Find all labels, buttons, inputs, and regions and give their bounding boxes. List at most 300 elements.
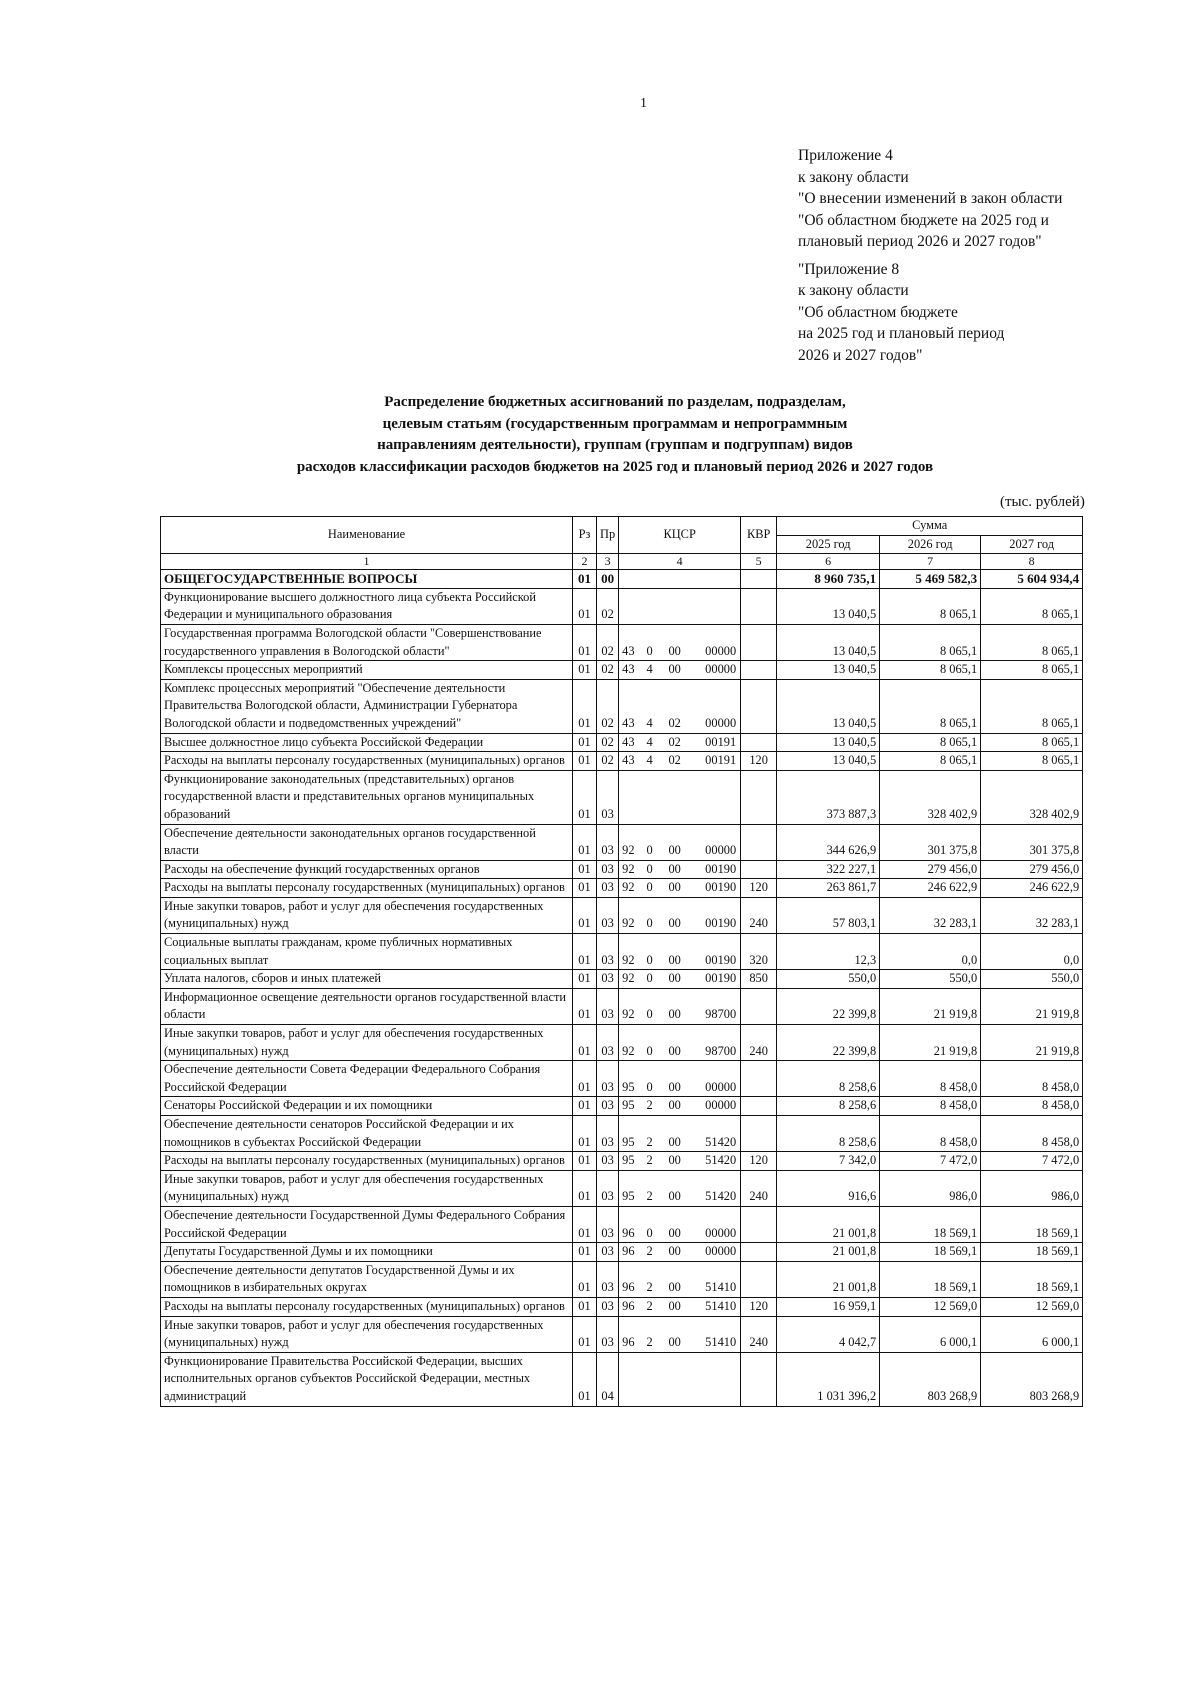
row-kcsr-program: 92	[619, 934, 643, 970]
row-kcsr-program: 96	[619, 1297, 643, 1316]
row-kcsr-direction: 51410	[693, 1316, 741, 1352]
row-kcsr-element	[657, 588, 693, 624]
row-kcsr-type: 2	[643, 1316, 657, 1352]
row-rz: 01	[573, 1025, 597, 1061]
row-rz: 01	[573, 897, 597, 933]
row-kcsr-program: 92	[619, 1025, 643, 1061]
row-amount-2026: 18 569,1	[880, 1243, 981, 1262]
row-kvr: 320	[741, 934, 777, 970]
row-pr: 03	[597, 988, 619, 1024]
row-amount-2025: 21 001,8	[777, 1206, 880, 1242]
row-kcsr-element: 00	[657, 970, 693, 989]
row-kcsr-type: 0	[643, 1061, 657, 1097]
row-pr: 03	[597, 934, 619, 970]
title-line: расходов классификации расходов бюджетов на 2025 год и плановый период 2026 и 2027 годов	[296, 458, 934, 475]
table-row	[161, 1061, 1083, 1097]
row-kcsr-type: 2	[643, 1170, 657, 1206]
row-kcsr-program: 96	[619, 1206, 643, 1242]
row-amount-2025: 7 342,0	[777, 1152, 880, 1171]
row-amount-2027: 21 919,8	[981, 988, 1083, 1024]
row-amount-2027: 803 268,9	[981, 1352, 1083, 1406]
row-pr: 03	[597, 824, 619, 860]
row-pr: 03	[597, 770, 619, 824]
row-kcsr-type: 2	[643, 1152, 657, 1171]
row-kcsr-element: 00	[657, 1061, 693, 1097]
appendix-header	[798, 145, 1062, 366]
table-row	[161, 934, 1083, 970]
title-line: Распределение бюджетных ассигнований по разделам, подразделам,	[384, 394, 846, 410]
header-2027: 2027 год	[981, 535, 1083, 554]
row-kcsr-type: 2	[643, 1116, 657, 1152]
row-kcsr-type: 2	[643, 1097, 657, 1116]
row-kcsr-element: 00	[657, 1297, 693, 1316]
row-amount-2026: 279 456,0	[880, 860, 981, 879]
row-name: Расходы на выплаты персоналу государственных (муниципальных) органов	[161, 1297, 573, 1316]
row-amount-2027: 8 065,1	[981, 752, 1083, 771]
title-line: целевым статьям (государственным программам и непрограммным	[382, 415, 848, 432]
row-amount-2026: 8 065,1	[880, 752, 981, 771]
table-row	[161, 1261, 1083, 1297]
row-kcsr-direction: 51420	[693, 1152, 741, 1171]
row-kcsr-element	[657, 1352, 693, 1406]
row-amount-2026: 32 283,1	[880, 897, 981, 933]
row-rz: 01	[573, 1316, 597, 1352]
appendix-line: "Об областном бюджете на 2025 год и	[798, 211, 1049, 229]
row-pr: 03	[597, 1116, 619, 1152]
table-row	[161, 679, 1083, 733]
row-kcsr-direction: 00190	[693, 860, 741, 879]
appendix-line: "Об областном бюджете	[798, 303, 958, 321]
row-amount-2026: 803 268,9	[880, 1352, 981, 1406]
column-number: 2	[573, 554, 597, 570]
row-amount-2026: 18 569,1	[880, 1206, 981, 1242]
row-rz: 01	[573, 824, 597, 860]
row-kcsr-direction	[693, 570, 741, 589]
row-kcsr-direction: 00190	[693, 934, 741, 970]
row-kcsr-type: 4	[643, 733, 657, 752]
row-amount-2027: 21 919,8	[981, 1025, 1083, 1061]
row-kvr	[741, 1061, 777, 1097]
row-name: Социальные выплаты гражданам, кроме публичных нормативных социальных выплат	[161, 934, 573, 970]
row-kcsr-program: 92	[619, 879, 643, 898]
row-name: ОБЩЕГОСУДАРСТВЕННЫЕ ВОПРОСЫ	[161, 570, 573, 589]
row-pr: 03	[597, 897, 619, 933]
row-amount-2026: 8 065,1	[880, 661, 981, 680]
row-kcsr-program: 92	[619, 897, 643, 933]
row-name: Государственная программа Вологодской области "Совершенствование государственного управления в Вологодской области"	[161, 624, 573, 660]
row-kvr	[741, 661, 777, 680]
row-amount-2025: 13 040,5	[777, 733, 880, 752]
row-rz: 01	[573, 970, 597, 989]
row-rz: 01	[573, 624, 597, 660]
row-kcsr-program	[619, 770, 643, 824]
row-amount-2026: 986,0	[880, 1170, 981, 1206]
row-rz: 01	[573, 1352, 597, 1406]
row-kcsr-direction: 00000	[693, 1206, 741, 1242]
row-amount-2025: 21 001,8	[777, 1261, 880, 1297]
row-amount-2025: 373 887,3	[777, 770, 880, 824]
table-row	[161, 770, 1083, 824]
row-amount-2027: 8 065,1	[981, 679, 1083, 733]
table-row	[161, 752, 1083, 771]
row-kvr	[741, 679, 777, 733]
row-name: Иные закупки товаров, работ и услуг для обеспечения государственных (муниципальных) нужд	[161, 1170, 573, 1206]
row-kcsr-direction: 00000	[693, 624, 741, 660]
row-kcsr-element: 00	[657, 1116, 693, 1152]
row-kcsr-type: 4	[643, 679, 657, 733]
column-number: 5	[741, 554, 777, 570]
table-row	[161, 1097, 1083, 1116]
row-name: Обеспечение деятельности законодательных органов государственной власти	[161, 824, 573, 860]
row-kcsr-element: 00	[657, 624, 693, 660]
row-rz: 01	[573, 1097, 597, 1116]
row-amount-2027: 301 375,8	[981, 824, 1083, 860]
row-amount-2027: 8 458,0	[981, 1116, 1083, 1152]
row-amount-2026: 7 472,0	[880, 1152, 981, 1171]
row-kcsr-direction: 98700	[693, 988, 741, 1024]
row-kcsr-type: 2	[643, 1297, 657, 1316]
title-line: направлениям деятельности), группам (группам и подгруппам) видов	[377, 437, 853, 453]
row-amount-2027: 18 569,1	[981, 1206, 1083, 1242]
column-number-row	[161, 554, 1083, 570]
row-pr: 02	[597, 588, 619, 624]
table-row	[161, 624, 1083, 660]
row-amount-2027: 8 458,0	[981, 1061, 1083, 1097]
row-amount-2025: 8 258,6	[777, 1097, 880, 1116]
row-kcsr-program: 43	[619, 733, 643, 752]
table-row	[161, 1316, 1083, 1352]
row-amount-2027: 5 604 934,4	[981, 570, 1083, 589]
table-row	[161, 1116, 1083, 1152]
row-amount-2027: 8 065,1	[981, 661, 1083, 680]
row-pr: 00	[597, 570, 619, 589]
appendix-line: плановый период 2026 и 2027 годов"	[798, 233, 1042, 250]
row-name: Сенаторы Российской Федерации и их помощники	[161, 1097, 573, 1116]
row-kcsr-program: 95	[619, 1061, 643, 1097]
row-kcsr-element: 00	[657, 1025, 693, 1061]
row-amount-2025: 13 040,5	[777, 752, 880, 771]
table-row	[161, 988, 1083, 1024]
row-kvr: 120	[741, 752, 777, 771]
row-kcsr-type: 0	[643, 1206, 657, 1242]
row-rz: 01	[573, 1061, 597, 1097]
row-rz: 01	[573, 752, 597, 771]
row-kvr: 240	[741, 1316, 777, 1352]
row-kcsr-element: 00	[657, 860, 693, 879]
row-amount-2027: 8 065,1	[981, 733, 1083, 752]
table-row	[161, 588, 1083, 624]
row-kcsr-direction	[693, 1352, 741, 1406]
row-kcsr-direction: 00190	[693, 879, 741, 898]
row-kvr: 120	[741, 1152, 777, 1171]
table-row	[161, 824, 1083, 860]
row-name: Обеспечение деятельности сенаторов Российской Федерации и их помощников в субъектах Российской Федерации	[161, 1116, 573, 1152]
row-kcsr-direction: 00000	[693, 824, 741, 860]
row-kcsr-element: 00	[657, 1243, 693, 1262]
table-row	[161, 1206, 1083, 1242]
row-kvr	[741, 988, 777, 1024]
row-rz: 01	[573, 570, 597, 589]
row-amount-2025: 8 258,6	[777, 1061, 880, 1097]
row-pr: 03	[597, 1097, 619, 1116]
row-kvr	[741, 1352, 777, 1406]
column-number: 8	[981, 554, 1083, 570]
row-amount-2026: 21 919,8	[880, 1025, 981, 1061]
row-amount-2026: 5 469 582,3	[880, 570, 981, 589]
table-row	[161, 661, 1083, 680]
row-kcsr-type: 0	[643, 624, 657, 660]
row-rz: 01	[573, 770, 597, 824]
row-kcsr-direction: 51410	[693, 1297, 741, 1316]
row-kvr	[741, 1097, 777, 1116]
table-row	[161, 1025, 1083, 1061]
row-amount-2025: 1 031 396,2	[777, 1352, 880, 1406]
appendix-line: к закону области	[798, 282, 909, 299]
table-row	[161, 1243, 1083, 1262]
row-rz: 01	[573, 934, 597, 970]
row-kcsr-program: 95	[619, 1097, 643, 1116]
row-kvr: 240	[741, 1025, 777, 1061]
row-kcsr-program: 96	[619, 1316, 643, 1352]
row-kvr: 850	[741, 970, 777, 989]
row-rz: 01	[573, 661, 597, 680]
row-pr: 03	[597, 1152, 619, 1171]
header-kcsr: КЦСР	[619, 517, 741, 554]
row-kcsr-element: 00	[657, 1097, 693, 1116]
row-rz: 01	[573, 988, 597, 1024]
row-pr: 02	[597, 752, 619, 771]
table-row	[161, 970, 1083, 989]
row-kvr	[741, 1261, 777, 1297]
row-name: Функционирование высшего должностного лица субъекта Российской Федерации и муниципального образования	[161, 588, 573, 624]
row-kcsr-direction: 51420	[693, 1116, 741, 1152]
row-name: Расходы на обеспечение функций государственных органов	[161, 860, 573, 879]
table-row	[161, 1297, 1083, 1316]
row-rz: 01	[573, 1206, 597, 1242]
row-kcsr-type: 0	[643, 860, 657, 879]
column-number: 3	[597, 554, 619, 570]
row-kcsr-program: 95	[619, 1170, 643, 1206]
row-amount-2026: 0,0	[880, 934, 981, 970]
row-pr: 03	[597, 1061, 619, 1097]
row-pr: 04	[597, 1352, 619, 1406]
row-kcsr-type: 0	[643, 879, 657, 898]
row-kvr	[741, 770, 777, 824]
row-amount-2025: 8 258,6	[777, 1116, 880, 1152]
table-row	[161, 1352, 1083, 1406]
row-pr: 02	[597, 679, 619, 733]
appendix-line: "Приложение 8	[798, 260, 900, 278]
row-kcsr-type: 2	[643, 1243, 657, 1262]
row-kvr	[741, 624, 777, 660]
row-kcsr-element	[657, 570, 693, 589]
document-title	[200, 392, 1030, 478]
row-pr: 03	[597, 1025, 619, 1061]
row-name: Высшее должностное лицо субъекта Российской Федерации	[161, 733, 573, 752]
row-kcsr-program: 92	[619, 988, 643, 1024]
row-name: Комплексы процессных мероприятий	[161, 661, 573, 680]
row-kcsr-program: 92	[619, 860, 643, 879]
table-row	[161, 897, 1083, 933]
column-number: 4	[619, 554, 741, 570]
row-kcsr-element: 00	[657, 661, 693, 680]
row-amount-2026: 550,0	[880, 970, 981, 989]
row-pr: 02	[597, 733, 619, 752]
row-amount-2026: 8 065,1	[880, 679, 981, 733]
row-amount-2027: 8 065,1	[981, 588, 1083, 624]
header-rz: Рз	[573, 517, 597, 554]
row-amount-2027: 550,0	[981, 970, 1083, 989]
row-amount-2026: 301 375,8	[880, 824, 981, 860]
row-name: Уплата налогов, сборов и иных платежей	[161, 970, 573, 989]
row-kcsr-type: 0	[643, 897, 657, 933]
row-kcsr-program: 95	[619, 1116, 643, 1152]
row-kcsr-program: 43	[619, 679, 643, 733]
table-row	[161, 1170, 1083, 1206]
row-rz: 01	[573, 1152, 597, 1171]
row-amount-2027: 18 569,1	[981, 1243, 1083, 1262]
row-kcsr-element: 02	[657, 733, 693, 752]
row-kcsr-program: 95	[619, 1152, 643, 1171]
header-2026: 2026 год	[880, 535, 981, 554]
row-amount-2027: 246 622,9	[981, 879, 1083, 898]
appendix-line: на 2025 год и плановый период	[798, 325, 1005, 342]
row-kcsr-program	[619, 1352, 643, 1406]
row-kcsr-direction: 00190	[693, 897, 741, 933]
row-pr: 02	[597, 624, 619, 660]
row-pr: 03	[597, 1170, 619, 1206]
row-amount-2027: 6 000,1	[981, 1316, 1083, 1352]
row-rz: 01	[573, 1297, 597, 1316]
row-amount-2027: 12 569,0	[981, 1297, 1083, 1316]
row-amount-2026: 6 000,1	[880, 1316, 981, 1352]
row-kcsr-type: 0	[643, 970, 657, 989]
row-kcsr-direction: 00000	[693, 679, 741, 733]
row-amount-2025: 12,3	[777, 934, 880, 970]
table-row	[161, 1152, 1083, 1171]
row-rz: 01	[573, 733, 597, 752]
row-amount-2026: 246 622,9	[880, 879, 981, 898]
row-amount-2025: 550,0	[777, 970, 880, 989]
row-name: Иные закупки товаров, работ и услуг для обеспечения государственных (муниципальных) нужд	[161, 1316, 573, 1352]
row-kcsr-direction: 00000	[693, 1243, 741, 1262]
row-kcsr-program	[619, 588, 643, 624]
row-kcsr-direction: 00000	[693, 1061, 741, 1097]
row-kcsr-type: 0	[643, 988, 657, 1024]
row-kcsr-direction: 00191	[693, 752, 741, 771]
header-name: Наименование	[161, 517, 573, 554]
row-kvr	[741, 570, 777, 589]
units-label: (тыс. рублей)	[1000, 494, 1085, 510]
row-rz: 01	[573, 1170, 597, 1206]
row-kcsr-direction: 98700	[693, 1025, 741, 1061]
row-kvr: 120	[741, 1297, 777, 1316]
appendix-line: 2026 и 2027 годов"	[798, 346, 923, 364]
column-number: 6	[777, 554, 880, 570]
header-sum: Сумма	[777, 517, 1083, 536]
row-kcsr-element: 00	[657, 1206, 693, 1242]
header-2025: 2025 год	[777, 535, 880, 554]
row-kvr: 240	[741, 1170, 777, 1206]
row-kcsr-element	[657, 770, 693, 824]
row-kcsr-program: 43	[619, 661, 643, 680]
row-amount-2026: 18 569,1	[880, 1261, 981, 1297]
row-amount-2026: 8 458,0	[880, 1061, 981, 1097]
row-kcsr-direction: 51410	[693, 1261, 741, 1297]
row-name: Информационное освещение деятельности органов государственной власти области	[161, 988, 573, 1024]
row-amount-2025: 22 399,8	[777, 1025, 880, 1061]
row-kcsr-program: 92	[619, 970, 643, 989]
row-kvr	[741, 824, 777, 860]
row-kcsr-program: 96	[619, 1243, 643, 1262]
row-kcsr-element: 02	[657, 752, 693, 771]
row-kcsr-type: 0	[643, 824, 657, 860]
row-amount-2027: 279 456,0	[981, 860, 1083, 879]
row-rz: 01	[573, 1243, 597, 1262]
row-name: Иные закупки товаров, работ и услуг для обеспечения государственных (муниципальных) нужд	[161, 1025, 573, 1061]
row-amount-2025: 263 861,7	[777, 879, 880, 898]
row-kcsr-element: 00	[657, 824, 693, 860]
row-kcsr-type: 0	[643, 934, 657, 970]
row-kcsr-type: 0	[643, 1025, 657, 1061]
row-amount-2025: 22 399,8	[777, 988, 880, 1024]
row-kcsr-type	[643, 770, 657, 824]
row-pr: 03	[597, 1206, 619, 1242]
row-amount-2026: 328 402,9	[880, 770, 981, 824]
row-rz: 01	[573, 1261, 597, 1297]
row-kvr	[741, 1206, 777, 1242]
row-kcsr-direction: 00190	[693, 970, 741, 989]
row-amount-2026: 8 065,1	[880, 733, 981, 752]
row-kcsr-element: 00	[657, 934, 693, 970]
header-row	[161, 517, 1083, 536]
row-kvr	[741, 1116, 777, 1152]
table-row	[161, 860, 1083, 879]
row-kcsr-program: 43	[619, 624, 643, 660]
row-kcsr-element: 00	[657, 897, 693, 933]
row-name: Иные закупки товаров, работ и услуг для обеспечения государственных (муниципальных) нужд	[161, 897, 573, 933]
row-kcsr-program: 43	[619, 752, 643, 771]
row-amount-2026: 8 458,0	[880, 1116, 981, 1152]
row-kcsr-program: 96	[619, 1261, 643, 1297]
row-name: Расходы на выплаты персоналу государственных (муниципальных) органов	[161, 1152, 573, 1171]
budget-table	[160, 516, 1083, 1407]
row-name: Депутаты Государственной Думы и их помощники	[161, 1243, 573, 1262]
row-pr: 02	[597, 661, 619, 680]
appendix-line: Приложение 4	[798, 147, 893, 164]
row-pr: 03	[597, 1243, 619, 1262]
row-name: Функционирование законодательных (представительных) органов государственной власти и представительных органов муниципальных образований	[161, 770, 573, 824]
row-amount-2025: 322 227,1	[777, 860, 880, 879]
row-amount-2025: 4 042,7	[777, 1316, 880, 1352]
row-amount-2026: 8 458,0	[880, 1097, 981, 1116]
row-amount-2025: 13 040,5	[777, 679, 880, 733]
row-amount-2027: 32 283,1	[981, 897, 1083, 933]
row-kcsr-element: 00	[657, 879, 693, 898]
row-kcsr-type	[643, 1352, 657, 1406]
row-amount-2026: 12 569,0	[880, 1297, 981, 1316]
row-kcsr-type	[643, 570, 657, 589]
row-name: Функционирование Правительства Российской Федерации, высших исполнительных органов субъектов Российской Федерации, местных администраций	[161, 1352, 573, 1406]
row-amount-2025: 8 960 735,1	[777, 570, 880, 589]
header-pr: Пр	[597, 517, 619, 554]
row-kcsr-element: 02	[657, 679, 693, 733]
row-pr: 03	[597, 970, 619, 989]
row-kcsr-type: 4	[643, 661, 657, 680]
row-name: Расходы на выплаты персоналу государственных (муниципальных) органов	[161, 879, 573, 898]
appendix-line: "О внесении изменений в закон области	[798, 190, 1063, 207]
row-kcsr-element: 00	[657, 1152, 693, 1171]
